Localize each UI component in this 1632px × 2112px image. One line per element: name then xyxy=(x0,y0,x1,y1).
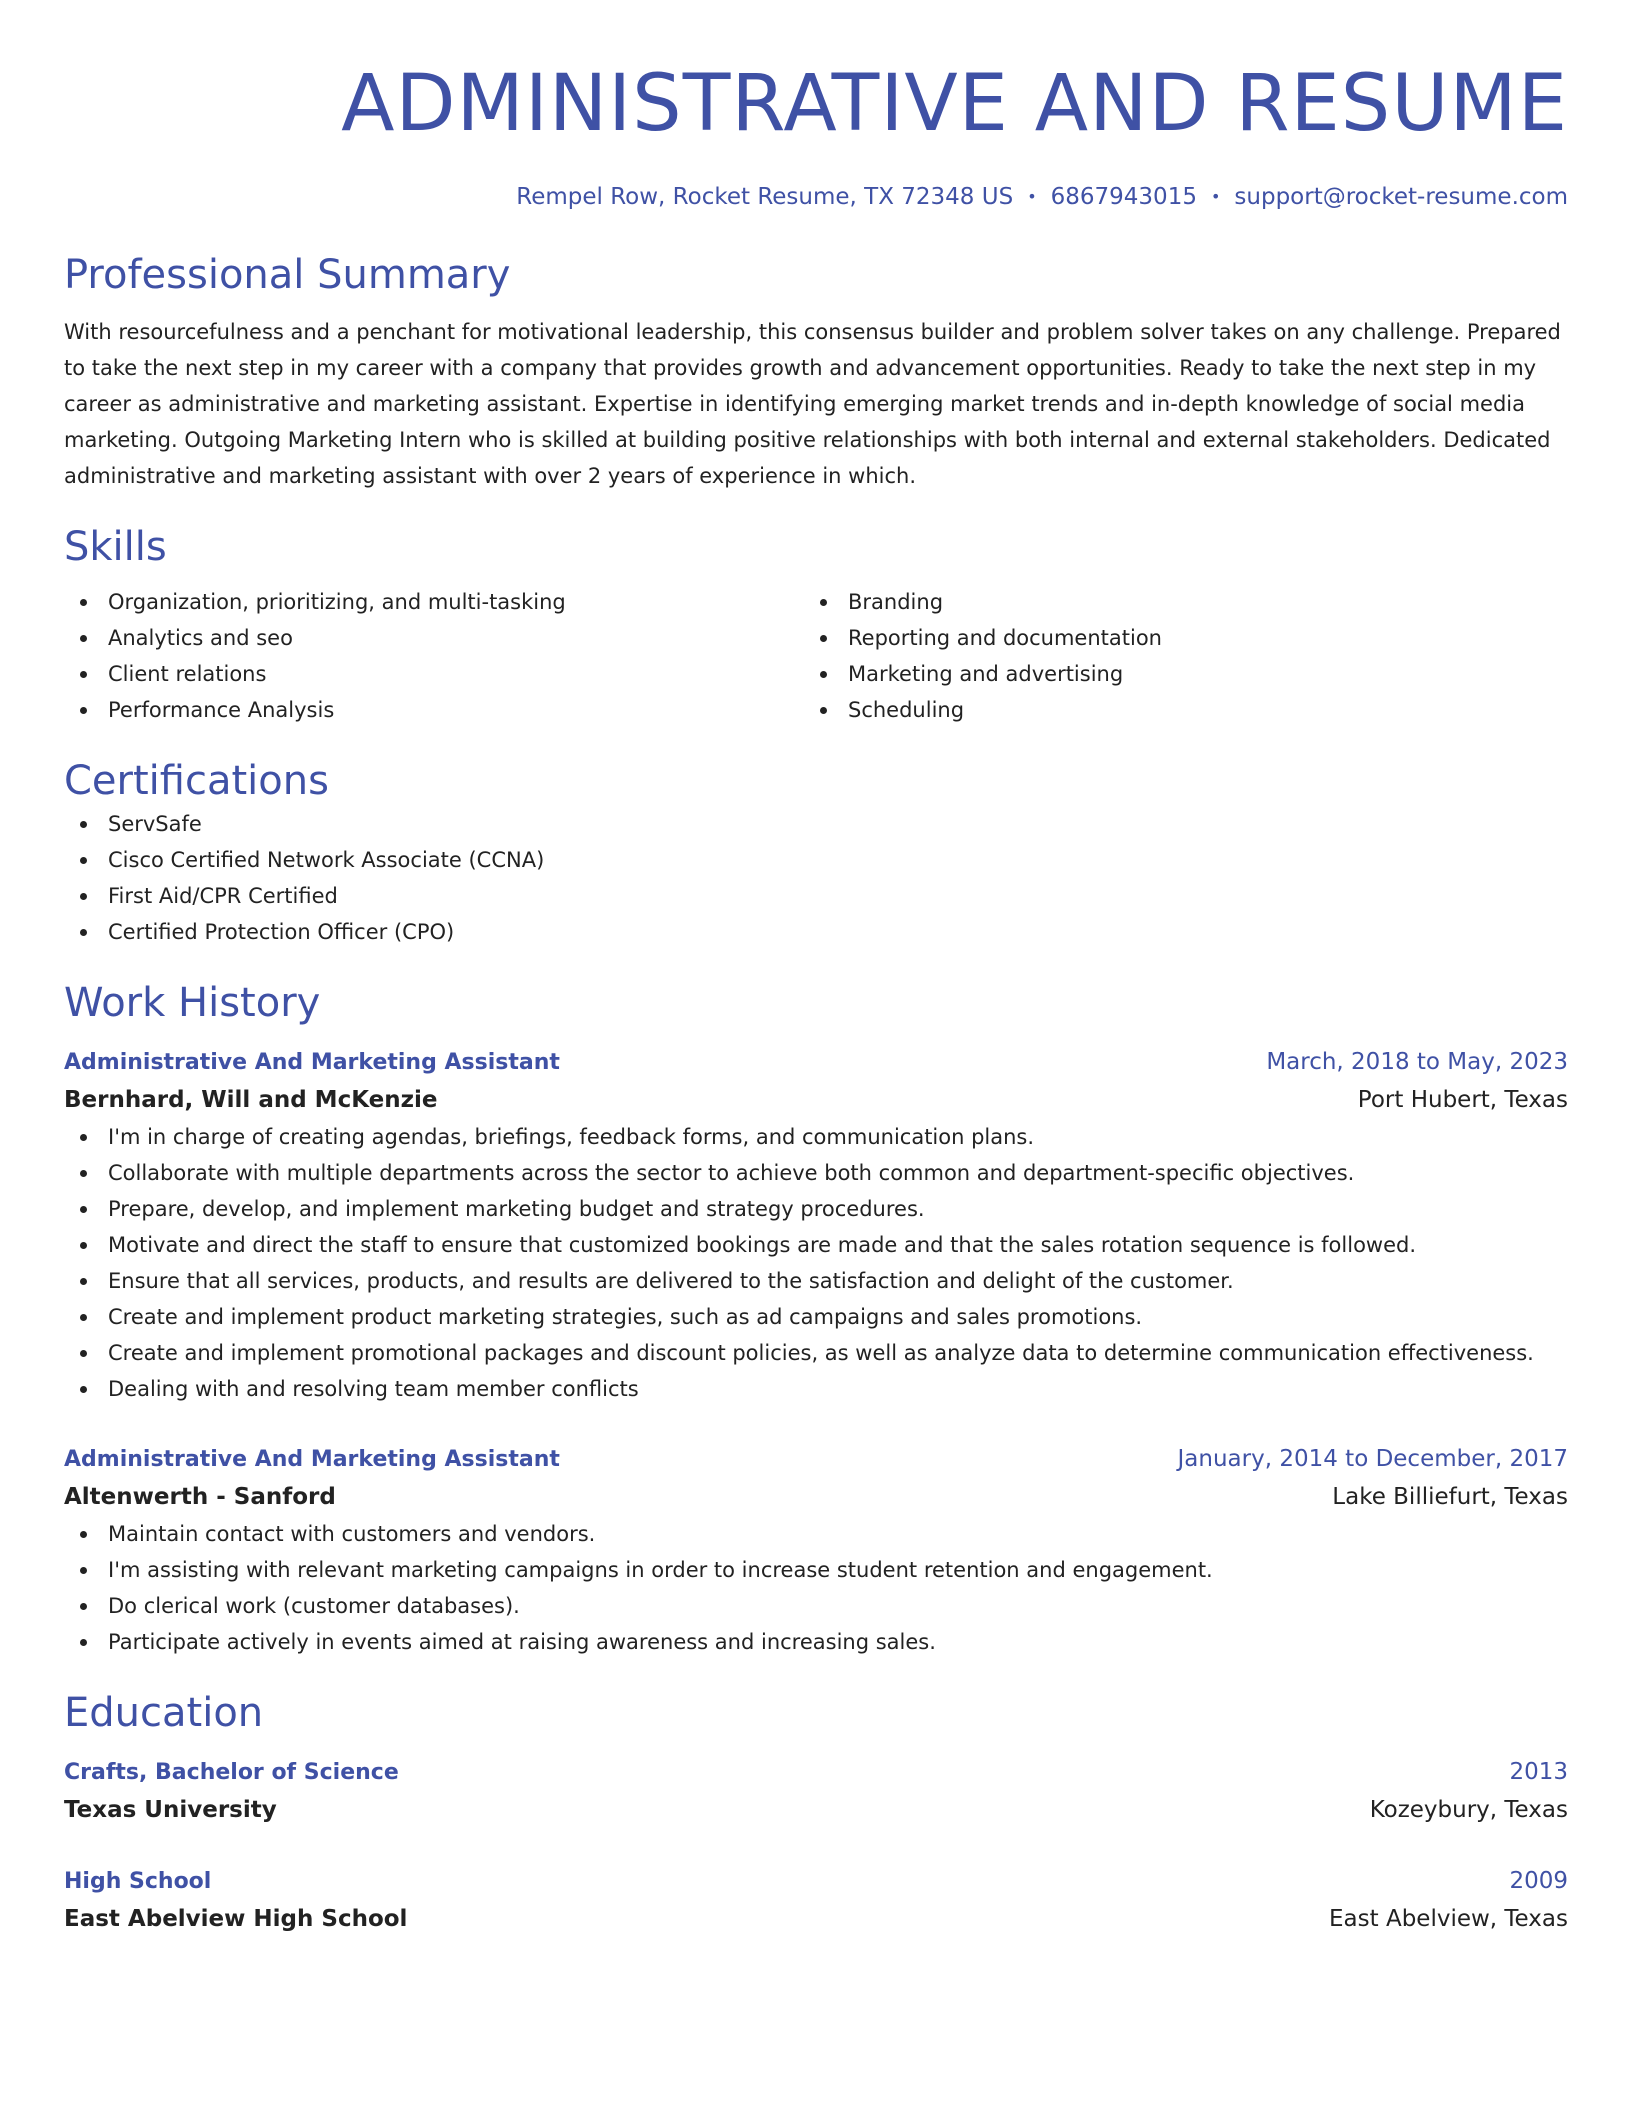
contact-address: Rempel Row, Rocket Resume, TX 72348 US xyxy=(516,184,1014,210)
resume-header xyxy=(64,54,1568,212)
contact-separator: • xyxy=(1027,187,1037,206)
education-entry xyxy=(64,1754,1568,1829)
job-company-row xyxy=(64,1478,1568,1516)
job-role: Administrative And Marketing Assistant xyxy=(64,1050,560,1075)
job-entry xyxy=(64,1441,1568,1660)
job-duty: I'm assisting with relevant marketing campaigns in order to increase student retention and engagement. xyxy=(64,1552,1568,1588)
job-duties-list xyxy=(64,1119,1568,1407)
job-duty: Create and implement product marketing strategies, such as ad campaigns and sales promotions. xyxy=(64,1299,1568,1335)
job-title-row xyxy=(64,1044,1568,1081)
education-degree: High School xyxy=(64,1869,212,1894)
job-company-row xyxy=(64,1081,1568,1119)
job-duty: Participate actively in events aimed at raising awareness and increasing sales. xyxy=(64,1624,1568,1660)
education-year: 2009 xyxy=(1509,1868,1568,1894)
education-heading: Education xyxy=(64,1690,264,1736)
skill-item: Client relations xyxy=(64,656,804,692)
summary-text: With resourcefulness and a penchant for motivational leadership, this consensus builder and problem solver takes on any challenge. Prepared to take the next step in my career with a company that provides growth and advancement opportunities. Ready to take the next step in my career as administrative and marketing assistant. Expertise in identifying emerging market trends and in-depth knowledge of social media marketing. Outgoing Marketing Intern who is skilled at building positive relationships with both internal and external stakeholders. Dedicated administrative and marketing assistant with over 2 years of experience in which. xyxy=(64,320,1561,488)
education-year: 2013 xyxy=(1509,1759,1568,1785)
certification-item: Certified Protection Officer (CPO) xyxy=(64,914,1568,950)
certification-item: First Aid/CPR Certified xyxy=(64,878,1568,914)
job-entry xyxy=(64,1044,1568,1407)
education-school-row xyxy=(64,1791,1568,1829)
contact-separator: • xyxy=(1210,187,1221,206)
education-school: East Abelview High School xyxy=(64,1906,408,1932)
skill-item: Marketing and advertising xyxy=(804,656,1544,692)
job-company: Bernhard, Will and McKenzie xyxy=(64,1087,438,1113)
job-duties-list xyxy=(64,1516,1568,1660)
skill-item: Analytics and seo xyxy=(64,620,804,656)
job-dates: March, 2018 to May, 2023 xyxy=(1266,1049,1568,1075)
education-entry xyxy=(64,1863,1568,1938)
job-duty: Collaborate with multiple departments across the sector to achieve both common and department-specific objectives. xyxy=(64,1155,1568,1191)
skills-grid xyxy=(64,584,1568,728)
skills-list-right xyxy=(804,584,1544,728)
job-duty: I'm in charge of creating agendas, briefings, feedback forms, and communication plans. xyxy=(64,1119,1568,1155)
education-location: East Abelview, Texas xyxy=(1329,1906,1568,1932)
education-degree: Crafts, Bachelor of Science xyxy=(64,1760,399,1785)
skills-heading: Skills xyxy=(64,524,167,570)
job-duty: Ensure that all services, products, and results are delivered to the satisfaction and delight of the customer. xyxy=(64,1263,1568,1299)
education-school: Texas University xyxy=(64,1797,277,1823)
contact-line xyxy=(64,182,1568,212)
work-history-heading: Work History xyxy=(64,980,321,1026)
contact-email: support@rocket-resume.com xyxy=(1234,184,1568,210)
skills-list-left xyxy=(64,584,804,728)
job-location: Lake Billiefurt, Texas xyxy=(1332,1484,1568,1510)
education-location: Kozeybury, Texas xyxy=(1369,1797,1568,1823)
skill-item: Branding xyxy=(804,584,1544,620)
certifications-list xyxy=(64,806,1568,950)
skill-item: Organization, prioritizing, and multi-tasking xyxy=(64,584,804,620)
certifications-heading: Certifications xyxy=(64,758,329,804)
contact-phone: 6867943015 xyxy=(1050,184,1197,210)
education-degree-row xyxy=(64,1754,1568,1791)
skill-item: Reporting and documentation xyxy=(804,620,1544,656)
summary-heading: Professional Summary xyxy=(64,252,511,298)
certification-item: Cisco Certified Network Associate (CCNA) xyxy=(64,842,1568,878)
job-dates: January, 2014 to December, 2017 xyxy=(1177,1446,1568,1472)
candidate-name: ADMINISTRATIVE AND RESUME xyxy=(341,59,1568,149)
job-duty: Prepare, develop, and implement marketing budget and strategy procedures. xyxy=(64,1191,1568,1227)
job-location: Port Hubert, Texas xyxy=(1357,1087,1568,1113)
skill-item: Performance Analysis xyxy=(64,692,804,728)
skill-item: Scheduling xyxy=(804,692,1544,728)
education-degree-row xyxy=(64,1863,1568,1900)
job-company: Altenwerth - Sanford xyxy=(64,1484,336,1510)
certification-item: ServSafe xyxy=(64,806,1568,842)
education-school-row xyxy=(64,1900,1568,1938)
job-duty: Maintain contact with customers and vendors. xyxy=(64,1516,1568,1552)
job-duty: Create and implement promotional packages and discount policies, as well as analyze data to determine communication effectiveness. xyxy=(64,1335,1568,1371)
job-duty: Dealing with and resolving team member conflicts xyxy=(64,1371,1568,1407)
job-duty: Do clerical work (customer databases). xyxy=(64,1588,1568,1624)
job-duty: Motivate and direct the staff to ensure that customized bookings are made and that the sales rotation sequence is followed. xyxy=(64,1227,1568,1263)
job-role: Administrative And Marketing Assistant xyxy=(64,1447,560,1472)
job-title-row xyxy=(64,1441,1568,1478)
